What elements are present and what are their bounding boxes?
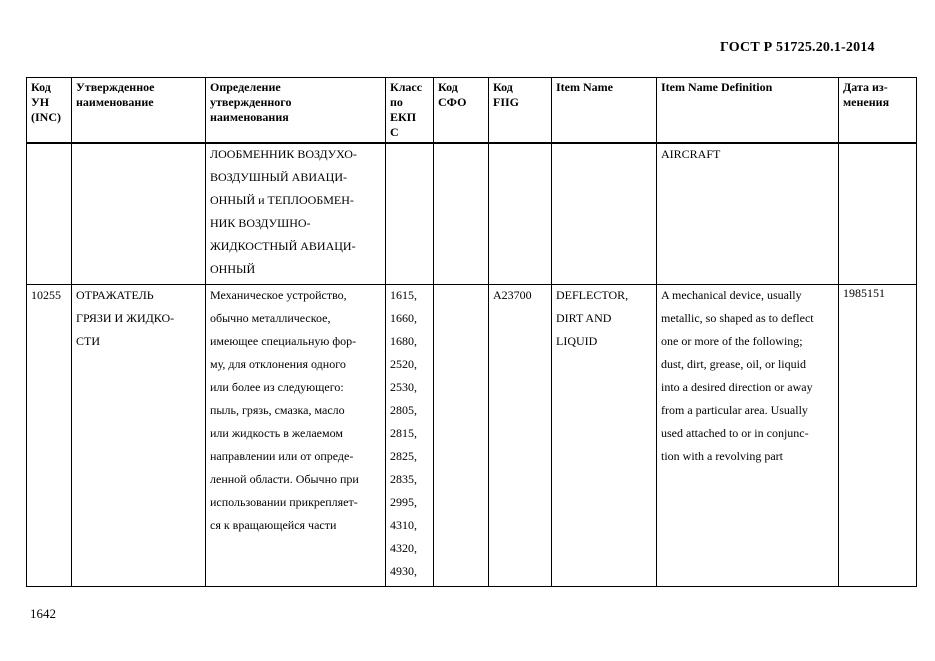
entry-item-name bbox=[552, 285, 656, 356]
text-line: или более из следующего: bbox=[210, 380, 344, 394]
cont-item-definition-cell bbox=[657, 143, 839, 285]
text-line: used attached to or in conjunc- bbox=[661, 426, 809, 440]
text-line: DEFLECTOR, bbox=[556, 288, 629, 302]
text-line: into a desired direction or away bbox=[661, 380, 813, 394]
entry-item-definition-cell bbox=[657, 285, 839, 587]
text-line: dust, dirt, grease, oil, or liquid bbox=[661, 357, 806, 371]
header-line: С bbox=[390, 125, 399, 139]
header-row bbox=[27, 78, 917, 144]
header-line: наименование bbox=[76, 95, 154, 109]
entry-fiig-cell bbox=[489, 285, 552, 587]
text-line: ЖИДКОСТНЫЙ АВИАЦИ- bbox=[210, 239, 356, 253]
text-line: 1660, bbox=[390, 311, 417, 325]
text-line: ся к вращающейся части bbox=[210, 518, 337, 532]
cont-fiig-cell bbox=[489, 143, 552, 285]
entry-approved-name-cell bbox=[72, 285, 206, 587]
text-line: AIRCRAFT bbox=[661, 147, 721, 161]
table-row bbox=[27, 143, 917, 285]
header-line: (INC) bbox=[31, 110, 61, 124]
text-line: 4930, bbox=[390, 564, 417, 578]
cont-definition-cell bbox=[206, 143, 386, 285]
table-row bbox=[27, 285, 917, 587]
header-line: Утвержденное bbox=[76, 80, 155, 94]
text-line: ленной области. Обычно при bbox=[210, 472, 359, 486]
cont-change-cell bbox=[839, 143, 917, 285]
text-line: 1680, bbox=[390, 334, 417, 348]
header-line: Код bbox=[493, 80, 513, 94]
header-line: по bbox=[390, 95, 403, 109]
header-line: Код bbox=[438, 80, 458, 94]
entry-sfo bbox=[438, 287, 484, 310]
text-line: имеющее специальную фор- bbox=[210, 334, 357, 348]
entry-item-name-cell bbox=[552, 285, 657, 587]
text-line: 2520, bbox=[390, 357, 417, 371]
text-line: или жидкость в желаемом bbox=[210, 426, 343, 440]
text-line: one or more of the following; bbox=[661, 334, 803, 348]
header-line: Item Name bbox=[556, 80, 613, 94]
text-line: му, для отклонения одного bbox=[210, 357, 346, 371]
header-definition bbox=[206, 78, 386, 144]
text-line: СТИ bbox=[76, 334, 100, 348]
cont-definition-text bbox=[206, 144, 385, 284]
entry-fiig: A23700 bbox=[493, 288, 532, 302]
header-line: утвержденного bbox=[210, 95, 292, 109]
header-line: менения bbox=[843, 95, 890, 109]
text-line: 1615, bbox=[390, 288, 417, 302]
cont-inc-cell bbox=[27, 143, 72, 285]
header-change-date bbox=[839, 78, 917, 144]
cont-item-name-cell bbox=[552, 143, 657, 285]
text-line: 2815, bbox=[390, 426, 417, 440]
text-line: ГРЯЗИ И ЖИДКО- bbox=[76, 311, 175, 325]
text-line: 2995, bbox=[390, 495, 417, 509]
entry-approved-name bbox=[72, 285, 205, 356]
entry-definition bbox=[206, 285, 385, 540]
text-line: from a particular area. Usually bbox=[661, 403, 808, 417]
header-line: FIIG bbox=[493, 95, 520, 109]
text-line: 4310, bbox=[390, 518, 417, 532]
header-class bbox=[386, 78, 434, 144]
page-number: 1642 bbox=[30, 606, 56, 621]
entry-class-cell bbox=[386, 285, 434, 587]
entry-definition-cell bbox=[206, 285, 386, 587]
header-line: наименования bbox=[210, 110, 289, 124]
header-item-name bbox=[552, 78, 657, 144]
text-line: НИК ВОЗДУШНО- bbox=[210, 216, 311, 230]
text-line: обычно металлическое, bbox=[210, 311, 331, 325]
text-line: ЛООБМЕННИК ВОЗДУХО- bbox=[210, 147, 357, 161]
header-line: Код bbox=[31, 80, 51, 94]
header-sfo bbox=[434, 78, 489, 144]
cont-approved-name-cell bbox=[72, 143, 206, 285]
catalog-table bbox=[26, 77, 917, 587]
header-item-name-definition bbox=[657, 78, 839, 144]
header-line: Дата из- bbox=[843, 80, 888, 94]
cont-class-cell bbox=[386, 143, 434, 285]
cont-sfo-cell bbox=[434, 143, 489, 285]
cont-item-definition-text bbox=[657, 144, 838, 169]
text-line: ОТРАЖАТЕЛЬ bbox=[76, 288, 154, 302]
document-code: ГОСТ Р 51725.20.1-2014 bbox=[720, 40, 875, 55]
text-line: tion with a revolving part bbox=[661, 449, 783, 463]
header-line: СФО bbox=[438, 95, 467, 109]
text-line: пыль, грязь, смазка, масло bbox=[210, 403, 345, 417]
text-line: A mechanical device, usually bbox=[661, 288, 802, 302]
entry-item-definition bbox=[657, 285, 838, 471]
header-line: ЕКП bbox=[390, 110, 417, 124]
text-line: Механическое устройство, bbox=[210, 288, 347, 302]
header-fiig bbox=[489, 78, 552, 144]
text-line: ОННЫЙ и ТЕПЛООБМЕН- bbox=[210, 193, 354, 207]
text-line: 2825, bbox=[390, 449, 417, 463]
header-inc bbox=[27, 78, 72, 144]
text-line: metallic, so shaped as to deflect bbox=[661, 311, 814, 325]
entry-inc: 10255 bbox=[31, 288, 61, 302]
entry-sfo-cell bbox=[434, 285, 489, 587]
text-line: направлении или от опреде- bbox=[210, 449, 354, 463]
entry-change-code: 1985151 bbox=[843, 286, 885, 300]
text-line: 2530, bbox=[390, 380, 417, 394]
header-line: УН bbox=[31, 95, 50, 109]
header-line: Класс bbox=[390, 80, 423, 94]
text-line: DIRT AND bbox=[556, 311, 612, 325]
text-line: ОННЫЙ bbox=[210, 262, 256, 276]
text-line: использовании прикрепляет- bbox=[210, 495, 358, 509]
entry-inc-cell bbox=[27, 285, 72, 587]
entry-class-codes bbox=[386, 285, 433, 586]
header-line: Определение bbox=[210, 80, 281, 94]
text-line: LIQUID bbox=[556, 334, 598, 348]
header-line: Item Name Definition bbox=[661, 80, 773, 94]
text-line: ВОЗДУШНЫЙ АВИАЦИ- bbox=[210, 170, 348, 184]
text-line: 4320, bbox=[390, 541, 417, 555]
header-approved-name bbox=[72, 78, 206, 144]
entry-change-cell bbox=[839, 285, 917, 587]
text-line: 2835, bbox=[390, 472, 417, 486]
text-line: 2805, bbox=[390, 403, 417, 417]
